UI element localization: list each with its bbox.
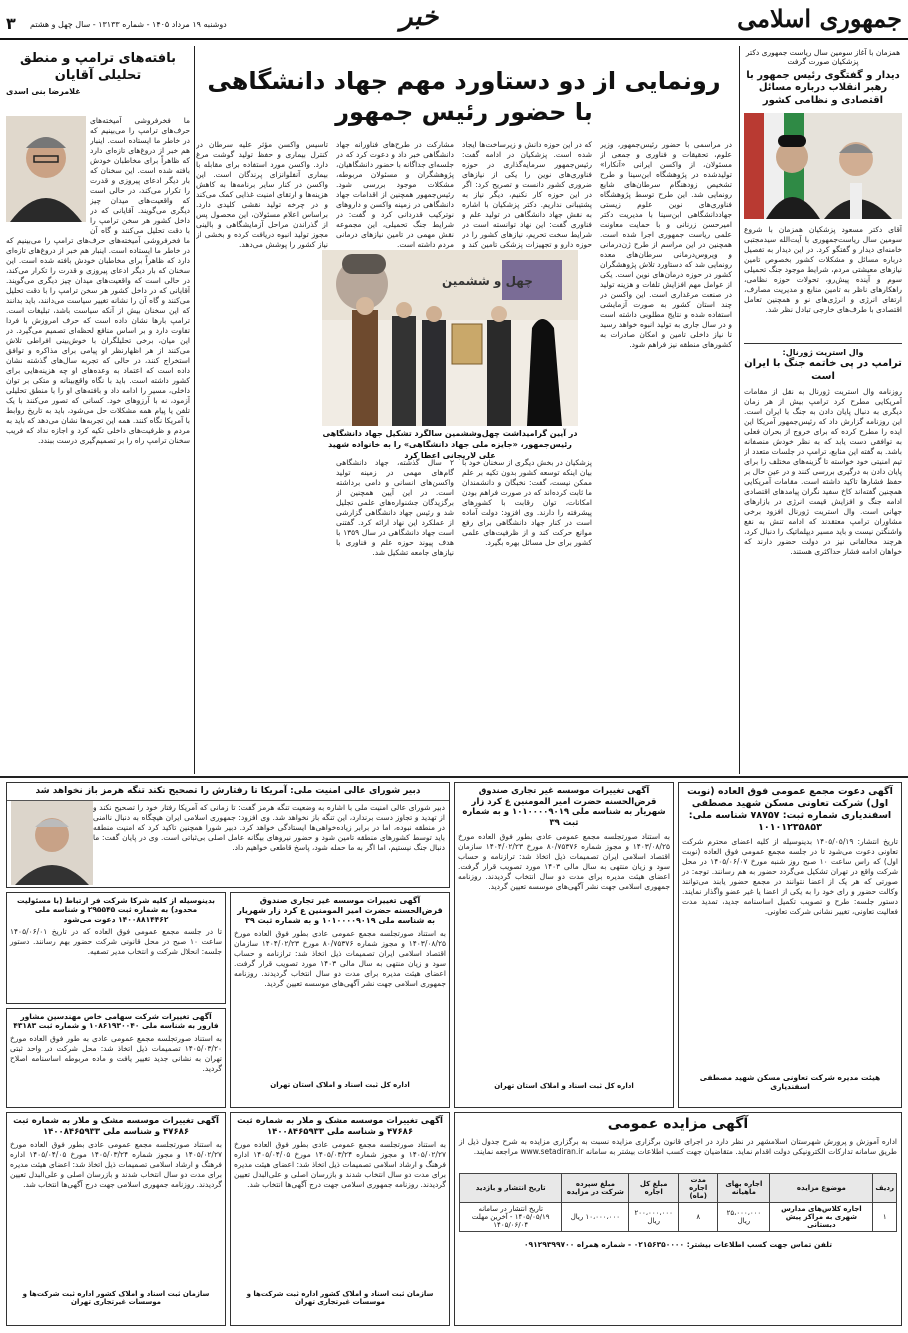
right-kicker: همزمان با آغاز سومین سال ریاست جمهوری دکتر پزشکیان صورت گرفت	[745, 48, 901, 67]
ad1-title: آگهی دعوت مجمع عمومی فوق العاده (نوبت اول) شرکت تعاونی مسکن شهید مصطفی اسفندیاری شماره ثبت: ۷۸۷۵۷ شناسه ملی: ۱۰۱۰۱۲۳۵۸۵۳	[687, 786, 893, 833]
ad2b-title: آگهی تغییرات موسسه غیر تجاری صندوق قرض‌الحسنه حضرت امیر المومنین ع کرد زار شهریار به شناسه ملی ۱۰۱۰۰۰۰۹۰۱۹ و به شماره ثبت ۳۹	[237, 896, 443, 925]
left-author: غلامرضا بنی اسدی	[6, 87, 81, 96]
left-column	[6, 50, 190, 445]
auction-cell: ۲۵،۰۰۰،۰۰۰ ریال	[718, 1202, 770, 1231]
ad3b-body: به استناد صورتجلسه مجمع عمومی عادی بطور فوق العاده مورخ ۱۴۰۵/۰۲/۲۷ و مجوز شماره ۱۴۰۵/۰۳/۲۴ مورخ ۱۴۰۵/۰۴/۰۵ اداره فرهنگ و ارشاد اسلامی تصمیمات ذیل اتخاذ شد: اعضای هیئت مدیره برای مدت دو سال انتخاب شدند و بازرسان اصلی و علی‌البدل تعیین گردیدند. روزنامه جمهوری اسلامی جهت درج آگهی‌ها انتخاب شد.	[234, 1140, 446, 1190]
auction-col-header: مدت اجاره (ماه)	[679, 1173, 718, 1202]
security-council-headline: دبیر شورای عالی امنیت ملی: آمریکا تا رفتارش را تصحیح نکند تنگه هرمز باز نخواهد شد	[7, 783, 449, 801]
photo-banner-text: چهل و ششمین	[442, 274, 533, 288]
right-kicker-2: وال استریت ژورنال:	[782, 348, 864, 358]
right-story-body: آقای دکتر مسعود پزشکیان همزمان با شروع سومین سال ریاست‌جمهوری با آیت‌الله سیدمجتبی خامنه‌ای دیدار و گفتگو کرد. در این دیدار به تفصیل درباره مسائل و مشکلات کشور بخصوص تامین نیازهای معیشتی مردم، شرایط موجود جنگ تحمیلی سوم و آینده پیش‌رو، تحولات حوزه نظامی، راهکارهای ناظر به تامین منابع و مدیریت مصارف، ارتقای انرژی و انرژی‌های نو و همچنین تعامل اقتصادی با طرف‌های خارجی تبادل نظر شد.	[744, 225, 902, 315]
left-headline: بافته‌های ترامپ و منطق تحلیلی آقایان	[20, 51, 176, 83]
auction-cell: ۸	[679, 1202, 718, 1231]
issue-date-line: دوشنبه ۱۹ مرداد ۱۴۰۵ - شماره ۱۳۱۳۳ - سال چهل و هشتم	[30, 20, 227, 29]
ad2-sign: اداره کل ثبت اسناد و املاک استان تهران	[494, 1081, 634, 1090]
right-story-2-body: روزنامه وال استریت ژورنال به نقل از مقامات آمریکایی مطرح کرد ترامپ بیش از هر زمان دیگری به دنبال پایان دادن به جنگ با ایران است. این روزنامه گزارش داد که رئیس‌جمهور آمریکا این ایده را مطرح کرده که برای خروج از بحران فعلی به توافقی دست یابد که به نظر خودش منصفانه باشد. به گفته این منابع، ترامپ در جلسات متعدد از تیم امنیتی خود خواسته تا گزینه‌های مختلف را برای پایان دادن به درگیری بررسی کنند و در عین حال بر حفظ فشارها تاکید داشته است. مقامات آمریکایی همچنین گفته‌اند کاخ سفید نگران پیامدهای اقتصادی ادامه جنگ و افزایش قیمت انرژی در بازارهای جهانی است. وال استریت ژورنال افزود برخی مشاوران ترامپ معتقدند که ادامه تنش به نفع واشنگتن نیست و باید مسیر دیپلماتیک را دنبال کرد، هرچند مخالفانی نیز در دولت حضور دارند که خواهان ادامه فشار حداکثری هستند.	[744, 387, 902, 557]
main-body-b: که در این حوزه دانش و زیرساخت‌ها ایجاد شده است. پزشکیان در ادامه گفت: رئیس‌جمهور سرمایه‌گذاری در حوزه فناوری‌های نوین را یکی از نیازهای ضروری کشور دانست و تصریح کرد: اگر در این حوزه کار نکنیم، دیگر نیاز به پشتیبانی نداریم. دکتر پزشکیان با اشاره به نقش جهاد دانشگاهی در تولید علم و فناوری گفت: این نهاد توانسته است در شرایط سخت تحریم، نیازهای کشور را در حوزه دارو و تجهیزات پزشکی تامین کند و	[462, 140, 592, 249]
ad3b-sign: سازمان ثبت اسناد و املاک کشور اداره ثبت شرکت‌ها و موسسات غیرتجاری تهران	[246, 1290, 434, 1307]
leaders-photo	[744, 113, 902, 219]
masthead	[0, 0, 908, 40]
ad-qard-fund-2	[230, 892, 450, 1108]
ad3-title: آگهی تغییرات موسسه مشک و ملار به شماره ثبت ۴۷۶۸۶ و شناسه ملی ۱۴۰۰۸۴۶۵۹۳۳	[13, 1116, 219, 1137]
ad2b-body: به استناد صورتجلسه مجمع عمومی عادی بطور فوق العاده مورخ ۱۴۰۳/۰۸/۲۵ و مجوز شماره ۸۰/۷۵۳۷۶ مورخ ۱۴۰۴/۰۲/۲۳ سازمان اقتصاد اسلامی ایران تصمیمات ذیل اتخاذ شد: ترازنامه و حساب سود و زیان منتهی به سال مالی ۱۴۰۳ مورد تصویب قرار گرفت. اعضای هیئت مدیره برای مدت دو سال انتخاب گردیدند. روزنامه جمهوری اسلامی جهت نشر آگهی‌های موسسه تعیین گردید.	[234, 929, 446, 988]
auction-cell: ۱	[873, 1202, 897, 1231]
security-council-story	[6, 782, 450, 888]
ad1-sign: هیئت مدیره شرکت تعاونی مسکن شهید مصطفی اسفندیاری	[699, 1072, 881, 1091]
main-body-e: پزشکیان در بخش دیگری از سخنان خود با بیان اینکه توسعه کشور بدون تکیه بر علم ممکن نیست، گفت: نخبگان و دانشمندان ما ثابت کرده‌اند که در صورت فراهم بودن امکانات، توان رقابت با کشورهای پیشرفته را دارند. وی افزود: دولت آماده است در کنار جهاد دانشگاهی برای رفع موانع حرکت کند و از ظرفیت‌های علمی کشور برای حل مسائل بهره بگیرد.	[462, 458, 592, 547]
security-council-body: دبیر شورای عالی امنیت ملی با اشاره به وضعیت تنگه هرمز گفت: تا زمانی که آمریکا رفتار خود را تصحیح نکند و از تهدید و تجاوز دست برندارد، این تنگه باز نخواهد شد. وی افزود: جمهوری اسلامی ایران هیچگاه به دنبال ناامنی در منطقه نبوده، اما در برابر زیاده‌خواهی‌ها ایستادگی خواهد کرد. دبیر شورا همچنین تاکید کرد که امنیت منطقه باید توسط کشورهای منطقه تامین شود و حضور نیروهای بیگانه عامل اصلی بی‌ثباتی است. وی در پایان گفت: ما دنبال جنگ نیستیم، اما اگر به ما حمله شود، پاسخ قاطعی خواهیم داد.	[93, 803, 445, 852]
ad-mashk-malar	[6, 1112, 226, 1326]
ad2-title: آگهی تغییرات موسسه غیر تجاری صندوق قرض‌الحسنه حضرت امیر المومنین ع کرد زار شهریار به شناسه ملی ۱۰۱۰۰۰۰۹۰۱۹ و به شماره ثبت ۳۹	[462, 786, 666, 828]
main-body-g: یکی از عوامل مهم افزایش تلفات و هزینه تولید در صنعت مرغداری است. این واکسن در چند استان کشور به صورت آزمایشی استفاده شده و نتایج مطلوبی داشته است و در سال جاری به تولید انبوه خواهد رسید تا نیاز داخلی تامین و امکان صادرات به کشورهای منطقه نیز فراهم شود.	[600, 270, 732, 349]
ad5-title: بدینوسیله از کلیه شرکا شرکت فر ارتباط (با مسئولیت محدود) به شماره ثبت ۲۹۵۵۴۵ و شناسه ملی ۱۴۰۰۸۸۱۴۴۶۲ دعوت می‌شود	[16, 896, 215, 924]
ad3-body: به استناد صورتجلسه مجمع عمومی عادی بطور فوق العاده مورخ ۱۴۰۵/۰۲/۲۷ و مجوز شماره ۱۴۰۵/۰۳/۲۴ مورخ ۱۴۰۵/۰۴/۰۵ اداره فرهنگ و ارشاد اسلامی تصمیمات ذیل اتخاذ شد: اعضای هیئت مدیره برای مدت دو سال انتخاب شدند و بازرسان اصلی و علی‌البدل تعیین گردیدند. روزنامه جمهوری اسلامی جهت درج آگهی‌ها انتخاب شد.	[10, 1140, 222, 1190]
auction-table-wrap	[455, 1169, 901, 1236]
right-headline: دیدار و گفتگوی رئیس جمهور با رهبر انقلاب درباره مسائل اقتصادی و نظامی کشور	[746, 69, 900, 106]
auction-col-header: مبلغ کل اجاره	[629, 1173, 679, 1202]
ad2b-sign: اداره کل ثبت اسناد و املاک استان تهران	[270, 1081, 410, 1089]
auction-col-header: ردیف	[873, 1173, 897, 1202]
page-number: ۳	[6, 14, 16, 33]
auction-table	[459, 1173, 897, 1232]
left-body-top	[90, 116, 190, 236]
auction-cell: اجاره کلاس‌های مدارس شهری به مراکز پیش دبستانی	[770, 1202, 873, 1231]
table-row	[460, 1202, 897, 1231]
ad3-sign: سازمان ثبت اسناد و املاک کشور اداره ثبت شرکت‌ها و موسسات غیرتجاری تهران	[22, 1290, 210, 1307]
ad-public-auction	[454, 1112, 902, 1326]
auction-col-header: مبلغ سپرده شرکت در مزایده	[562, 1173, 629, 1202]
ad4-body: به استناد صورتجلسه مجمع عمومی عادی به طور فوق العاده مورخ ۱۴۰۵/۰۳/۲۰ تصمیمات ذیل اتخاذ شد: محل شرکت در واحد ثبتی تهران به نشانی جدید تغییر یافت و ماده مربوطه اساسنامه اصلاح گردید.	[10, 1033, 222, 1073]
ad-engineering-firm	[6, 1008, 226, 1108]
ad-mashk-malar-2	[230, 1112, 450, 1326]
ad6-title: آگهی مزایده عمومی	[607, 1116, 749, 1132]
ad5-body: تا در جلسه مجمع عمومی فوق العاده که در تاریخ ۱۴۰۵/۰۶/۰۱ ساعت ۱۰ صبح در محل قانونی شرکت حضور بهم رسانند. دستور جلسه: انحلال شرکت و انتخاب مدیر تصفیه.	[10, 927, 222, 957]
main-headline: رونمایی از دو دستاورد مهم جهاد دانشگاهی با حضور رئیس جمهور	[207, 67, 721, 126]
ceremony-photo	[322, 250, 578, 426]
auction-col-header: اجاره بهای ماهیانه	[718, 1173, 770, 1202]
column-divider	[739, 46, 740, 774]
section-divider	[0, 776, 908, 778]
ad-partners-meeting	[6, 892, 226, 1004]
auction-col-header: موضوع مزایده	[770, 1173, 873, 1202]
left-story-body-cont: ما فخرفروشی آمیخته‌های حرف‌های ترامپ را می‌بینیم که در خاطر ما ایستاده است. اینبار هم خبر از دروغ‌های تازه‌ای دارد که ظاهراً برای مخاطبان خودش بافته شده است. این سخنان که بار دیگر ادعای پیروزی و قدرت را تکرار می‌کند، در حالی است که واقعیت‌های میدان چیز دیگری می‌گویند. آقایانی که در داخل کشور هر سخن ترامپ را با دقت تحلیل می‌کنند و گاه آن را نشانه تغییر سیاست می‌دانند، باید بدانند که این سخنان بیش از آنکه سیاست باشد، تبلیغات است. ترامپ بارها نشان داده است که حرف امروزش با فردا تفاوت دارد و بر اساس منافع لحظه‌ای تصمیم می‌گیرد. در این میان، برخی تحلیلگران با خوش‌بینی افراطی تلاش می‌کنند از هر اظهارنظر او پیامی برای مذاکره و توافق استخراج کنند، در حالی که تجربه سال‌های گذشته نشان داده است که اعتماد به وعده‌های او چه هزینه‌هایی برای کشور داشته است. باید با نگاه واقع‌بینانه و متکی بر توان داخلی، مسیر را ادامه داد و بافته‌های او را با منطق تحلیلی آزمود، نه با آرزوهای خود. کسانی که تصور می‌کنند با یک تلفن یا پیام همه مشکلات حل می‌شود، باید به تاریخ روابط با آمریکا نگاه کنند. همه این تجربه‌ها نشان می‌دهد که باید به مردم و ظرفیت‌های داخلی تکیه کرد و اجازه نداد که فریب سخنان ترامپ راه را بر تصمیم‌گیری درست ببندد.	[6, 236, 190, 445]
author-photo	[6, 116, 86, 222]
auction-cell: ۲۰۰،۰۰۰،۰۰۰ ریال	[629, 1202, 679, 1231]
auction-col-header: تاریخ انتشار و بازدید	[460, 1173, 562, 1202]
ad6-footer: تلفن تماس جهت کسب اطلاعات بیشتر: ۰۲۱۵۶۳۵۰۰۰۰ - شماره همراه ۰۹۱۲۹۳۹۹۷۰۰	[523, 1239, 833, 1249]
main-headline-wrap	[196, 66, 732, 128]
newspaper-logo: جمهوری اسلامی	[737, 4, 902, 33]
official-photo-svg	[11, 801, 93, 885]
auction-cell: تاریخ انتشار در سامانه ۱۴۰۵/۰۵/۱۹ - آخرین مهلت ۱۴۰۵/۰۶/۰۴	[460, 1202, 562, 1231]
main-body-c: مشارکت در طرح‌های فناورانه جهاد دانشگاهی خبر داد و دعوت کرد که در جلسه‌ای جداگانه با حضور دانشگاهیان، پژوهشگران و مسئولان مربوطه، مشکلات موجود بررسی شود. رئیس‌جمهور همچنین از اقدامات جهاد دانشگاهی در زمینه واکسن و داروهای نوترکیب قدردانی کرد و گفت: در شرایط جنگ تحمیلی، این مجموعه نقش مهمی در تامین نیازهای درمانی مردم داشته است.	[336, 140, 454, 249]
main-body-col-1	[600, 140, 732, 772]
main-body-f: ۲ سال گذشته، جهاد دانشگاهی گام‌های مهمی در زمینه تولید واکسن‌های انسانی و دامی برداشته است. در این آیین همچنین از برگزیدگان جشنواره‌های علمی تجلیل شد و رئیس جهاد دانشگاهی گزارشی از عملکرد این نهاد ارائه کرد. گفتنی است جهاد دانشگاهی در سال ۱۳۵۹ با هدف پیوند حوزه علم و فناوری با نیازهای جامعه تشکیل شد.	[336, 458, 454, 557]
ad-housing-coop	[678, 782, 902, 1108]
left-story-body: ما فخرفروشی آمیخته‌های حرف‌های ترامپ را می‌بینیم که در خاطر ما ایستاده است. اینبار هم خبر از دروغ‌های تازه‌ای دارد که ظاهراً برای مخاطبان خودش بافته شده است. این سخنان که بار دیگر ادعای پیروزی و قدرت را تکرار می‌کند، در حالی است که واقعیت‌های میدان چیز دیگری می‌گویند. آقایانی که در داخل کشور هر سخن ترامپ را با دقت تحلیل می‌کنند و گاه آن	[90, 116, 190, 235]
ad2-body: به استناد صورتجلسه مجمع عمومی عادی بطور فوق العاده مورخ ۱۴۰۳/۰۸/۲۵ و مجوز شماره ۸۰/۷۵۳۷۶ مورخ ۱۴۰۴/۰۲/۲۳ سازمان اقتصاد اسلامی ایران تصمیمات ذیل اتخاذ شد: ترازنامه و حساب سود و زیان منتهی به سال مالی ۱۴۰۳ مورد تصویب قرار گرفت. اعضای هیئت مدیره برای مدت دو سال انتخاب گردیدند. روزنامه جمهوری اسلامی جهت نشر آگهی‌های موسسه تعیین گردید.	[458, 831, 670, 891]
right-column	[744, 48, 902, 743]
ad4-title: آگهی تغییرات شرکت سهامی خاص مهندسین مشاور فارور به شناسه ملی ۱۰۸۶۱۹۳۰۰۴۰ و شماره ثبت ۴۳۱۸۳	[13, 1012, 219, 1031]
ad1-body: تاریخ انتشار: ۱۴۰۵/۰۵/۱۹ بدینوسیله از کلیه اعضای محترم شرکت تعاونی دعوت می‌شود تا در جلسه مجمع عمومی فوق العاده (نوبت اول) که راس ساعت ۱۰ صبح روز شنبه مورخ ۱۴۰۵/۰۶/۰۷ در محل شرکت واقع در تهران تشکیل می‌گردد حضور به هم رسانند. توجه: در صورتی که هر یک از اعضا نتوانند در مجمع حضور یابند می‌توانند وکالت حضور و رای خود را به یکی از اعضا یا غیر عضو واگذار نمایند. دستور جلسه: طرح و تصویب تکمیل اساسنامه جدید، تمدید مدت فعالیت تعاونی، تغییر نشانی شرکت تعاونی.	[682, 836, 898, 916]
right-headline-2: ترامپ در پی خاتمه جنگ با ایران است	[744, 358, 902, 382]
auction-cell: ۱۰،۰۰۰،۰۰۰ ریال	[562, 1202, 629, 1231]
auction-table-header	[460, 1173, 897, 1202]
author-photo-svg	[6, 116, 86, 222]
main-body-d: تاسیس واکسن مؤثر علیه سرطان در کنترل بیماری و حفظ تولید گوشت مرغ دارد. واکسن مورد استفاده برای مقابله با بیماری آنفلوانزای پرندگان است. این واکسن در کنار سایر برنامه‌ها به کاهش هزینه‌ها و ارتقای امنیت غذایی کمک می‌کند و در چرخه تولید نقشی کلیدی دارد. براساس اعلام مسئولان، این محصول پس از گذراندن مراحل آزمایشگاهی و بالینی مجوز تولید انبوه دریافت کرده و بخشی از نیاز کشور را پوشش می‌دهد.	[196, 140, 328, 249]
column-divider	[194, 46, 195, 774]
ad3b-title: آگهی تغییرات موسسه مشک و ملار به شماره ثبت ۴۷۶۸۶ و شناسه ملی ۱۴۰۰۸۴۶۵۹۳۳	[237, 1116, 443, 1137]
section-title: خبر	[400, 2, 439, 32]
ceremony-photo-caption: در آیین گرامیداشت چهل‌وششمین سالگرد تشکیل جهاد دانشگاهی رئیس‌جمهور، «جایزه ملی جهاد دانشگاهی» را به خانواده شهید علی لاریجانی اعطا کرد	[322, 429, 578, 460]
ad6-intro: اداره آموزش و پرورش شهرستان اسلامشهر در نظر دارد در اجرای قانون برگزاری مزایده نسبت به برگزاری مزایده به شرح جدول ذیل از طریق سامانه تدارکات الکترونیکی دولت اقدام نماید. متقاضیان جهت کسب اطلاعات بیشتر به سامانه www.setadiran.ir مراجعه نمایند.	[459, 1136, 897, 1156]
leaders-photo-svg	[744, 113, 902, 219]
left-body-bottom	[6, 236, 190, 770]
ad-qard-fund	[454, 782, 674, 1108]
official-photo	[11, 801, 93, 885]
main-body-a: در مراسمی با حضور رئیس‌جمهور، وزیر علوم، تحقیقات و فناوری و جمعی از مسئولان، از واکسن ایرانی «آنکارا» تولیدشده در پژوهشگاه ابن‌سینا و طرح تشخیص زودهنگام سرطان‌های شایع رونمایی شد. این طرح توسط پژوهشگاه فناوری‌های نوین علوم زیستی جهاددانشگاهی ابن‌سینا با مدیریت دکتر امیرحسن زرنانی و با حمایت معاونت علمی ریاست جمهوری اجرا شده است. همچنین در این مراسم از طرح ژن‌درمانی و ویروس‌درمانی سرطان‌های معده رونمایی شد که دستاورد تلاش پژوهشگران کشور در حوزه درمان‌های نوین است.	[600, 140, 732, 279]
